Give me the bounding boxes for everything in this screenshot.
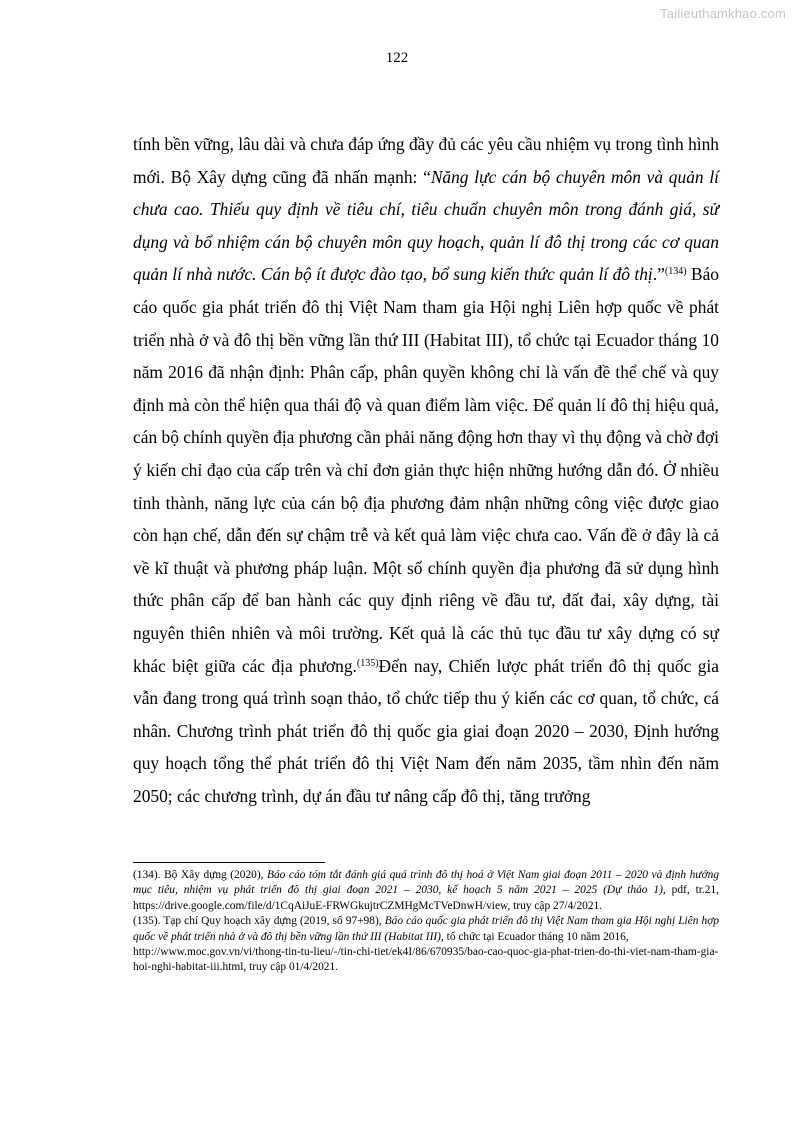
footnotes — [133, 868, 719, 976]
footnote-lead: (134). Bộ Xây dựng (2020), — [133, 869, 268, 881]
footnote-tail: , pdf, tr.21, https://drive.google.com/file/d/1CqAiJuE-FRWGkujtrCZMHgMcTVeDnwH/view, truy cập 27/4/2021. — [133, 884, 719, 912]
body-text-segment: tính bền vững, lâu dài và chưa đáp ứng đầy đủ các yêu cầu nhiệm vụ trong tình hình mới. Bộ Xây dựng cũng đã nhấn mạnh: “ — [133, 134, 719, 187]
footnote-title: Báo cáo quốc gia phát triển đô thị Việt Nam tham gia Hội nghị Liên hợp quốc về phát triển nhà ở và đô thị bền vững lần thứ III (Habitat III) — [133, 915, 719, 943]
footnote-ref-135[interactable]: (135) — [356, 657, 379, 669]
footnote-ref-134[interactable]: (134) — [664, 266, 687, 278]
body-text-segment: .” — [652, 264, 665, 285]
footnote-lead: (135). Tạp chí Quy hoạch xây dựng (2019, số 97+98), — [133, 915, 385, 928]
footnote-134 — [133, 868, 719, 914]
body-paragraph — [133, 128, 719, 812]
body-text-segment: Báo cáo quốc gia phát triển đô thị Việt Nam tham gia Hội nghị Liên hợp quốc về phát triển nhà ở và đô thị bền vững lần thứ III (Habitat III), tổ chức tại Ecuador tháng 10 năm 2016 đã nhận định: Phân cấp, phân quyền không chỉ là vấn đề thể chế và quy định mà còn thể hiện qua thái độ và quan điểm làm việc. Để quản lí đô thị hiệu quả, cán bộ chính quyền địa phương cần phải năng động hơn thay vì thụ động và chờ đợi ý kiến chỉ đạo của cấp trên và chỉ đơn giản thực hiện những hướng dẫn đó. Ở nhiều tỉnh thành, năng lực của cán bộ địa phương đảm nhận những công việc được giao còn hạn chế, dẫn đến sự chậm trễ và kết quả làm việc chưa cao. Vấn đề ở đây là cả về kĩ thuật và phương pháp luận. Một số chính quyền địa phương đã sử dụng hình thức phân cấp để ban hành các quy định riêng về đầu tư, đất đai, xây dựng, tài nguyên thiên nhiên và môi trường. Kết quả là các thủ tục đầu tư xây dựng có sự khác biệt giữa các địa phương. — [133, 264, 719, 676]
footnote-135 — [133, 914, 719, 976]
page-number: 122 — [385, 50, 409, 66]
quoted-text: Năng lực cán bộ chuyên môn và quản lí chưa cao. Thiếu quy định về tiêu chí, tiêu chuẩn chuyên môn trong đánh giá, sử dụng và bổ nhiệm cán bộ chuyên môn quy hoạch, quản lí đô thị trong các cơ quan quản lí nhà nước. Cán bộ ít được đào tạo, bổ sung kiến thức quản lí đô thị — [133, 166, 719, 285]
body-text-segment: Đến nay, Chiến lược phát triển đô thị quốc gia vẫn đang trong quá trình soạn thảo, tổ chức tiếp thu ý kiến các cơ quan, tổ chức, cá nhân. Chương trình phát triển đô thị quốc gia giai đoạn 2020 – 2030, Định hướng quy hoạch tổng thể phát triển đô thị Việt Nam đến năm 2035, tầm nhìn đến năm 2050; các chương trình, dự án đầu tư nâng cấp đô thị, tăng trưởng — [133, 655, 719, 806]
watermark: Tailieuthamkhao.com — [660, 6, 786, 21]
footnote-tail: , tổ chức tại Ecuador tháng 10 năm 2016, — [440, 930, 629, 943]
footnote-separator — [133, 862, 325, 863]
footnote-title: Báo cáo tóm tắt đánh giá quá trình đô thị hoá ở Việt Nam giai đoạn 2011 – 2020 và định hướng mục tiêu, nhiệm vụ phát triển đô thị giai đoạn 2021 – 2030, kế hoạch 5 năm 2021 – 2025 (Dự thảo 1) — [133, 869, 719, 897]
footnote-link[interactable]: http://www.moc.gov.vn/vi/thong-tin-tu-lieu/-/tin-chi-tiet/ek4I/86/670935/bao-cao-quoc-gia-phat-trien-do-thi-viet-nam-tham-gia-hoi-nghi-habitat-iii.html, truy cập 01/4/2021. — [133, 946, 719, 974]
